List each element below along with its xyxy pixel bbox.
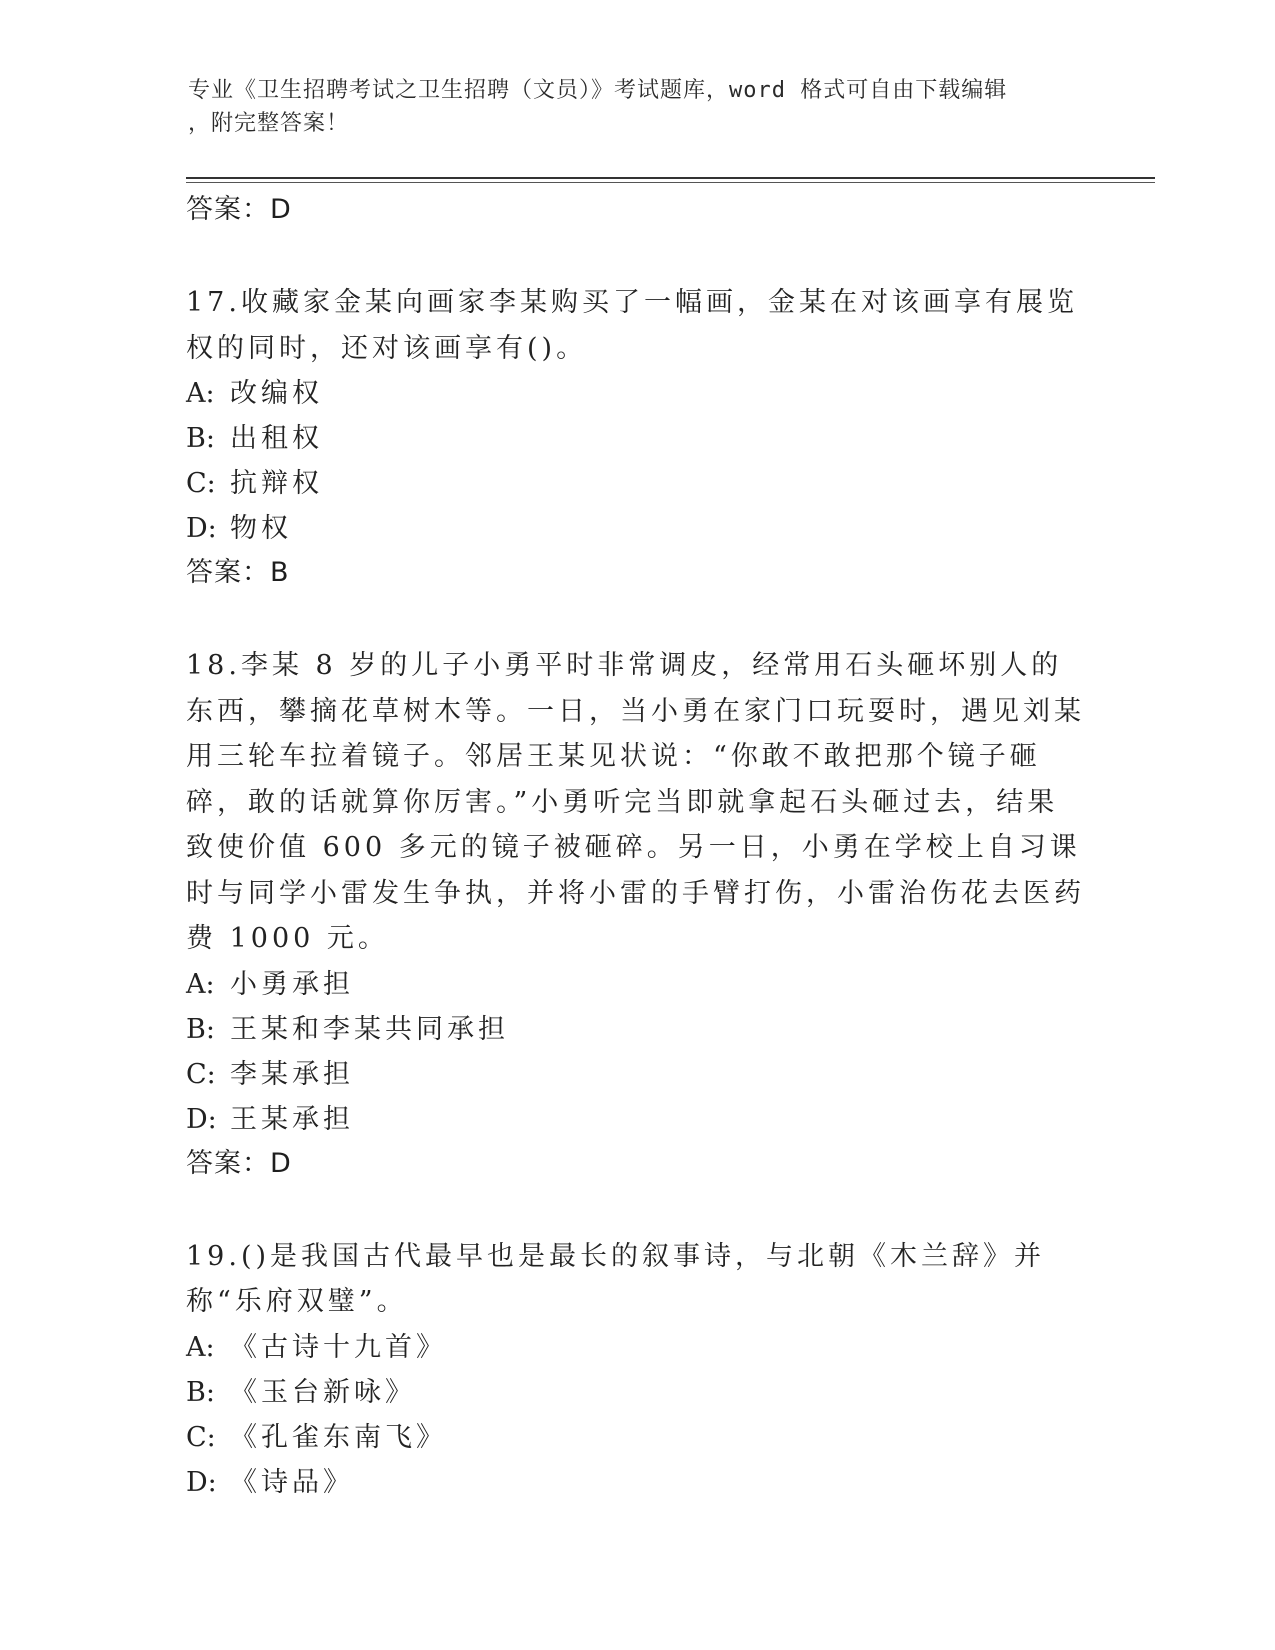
option-text: 《诗品》 [230,1466,354,1498]
option-a [186,962,1086,1007]
option-text: 出租权 [230,423,323,454]
question-block [186,280,1086,595]
question-stem: 18.李某 8 岁的儿子小勇平时非常调皮，经常用石头砸坏别人的东西，攀摘花草树木等。一日，当小勇在家门口玩耍时，遇见刘某用三轮车拉着镜子。邻居王某见状说：“你敢不敢把那个镜子砸碎，敢的话就算你厉害。”小勇听完当即就拿起石头砸过去，结果致使价值 600 多元的镜子被砸碎。另一日，小勇在学校上自习课时与同学小雷发生争执，并将小雷的手臂打伤，小雷治伤花去医药费 1000 元。 [186,650,1085,954]
option-c [186,1052,1086,1097]
option-text: 改编权 [230,378,323,409]
question-stem: 19.()是我国古代最早也是最长的叙事诗，与北朝《木兰辞》并称“乐府双璧”。 [186,1240,1046,1317]
option-letter: C: [186,468,216,499]
option-letter: C: [186,1058,216,1090]
option-text: 抗辩权 [230,468,323,499]
header-divider-thin [186,182,1155,183]
option-text: 王某承担 [230,1103,354,1135]
document-header [188,74,1068,140]
option-d [186,1460,1086,1505]
option-text: 《孔雀东南飞》 [230,1421,447,1453]
option-text: 《玉台新咏》 [230,1376,416,1408]
answer-line: 答案：D [186,1147,292,1179]
option-letter: A: [186,968,215,1000]
option-letter: D: [186,513,217,544]
question-list [186,188,1086,1505]
option-a [186,1325,1086,1370]
option-text: 李某承担 [230,1058,354,1090]
answer-line: 答案：D [186,194,292,225]
spacer [186,232,1086,280]
question-block [186,643,1086,1186]
option-letter: B: [186,423,215,454]
option-b [186,416,1086,461]
option-text: 物权 [230,513,292,544]
option-c [186,1415,1086,1460]
option-text: 《古诗十九首》 [230,1331,447,1363]
option-text: 王某和李某共同承担 [230,1013,509,1045]
option-letter: D: [186,1466,217,1498]
spacer [186,595,1086,643]
option-letter: D: [186,1103,217,1135]
spacer [186,1186,1086,1234]
option-letter: B: [186,1013,215,1045]
question-stem: 17.收藏家金某向画家李某购买了一幅画，金某在对该画享有展览权的同时，还对该画享有()。 [186,287,1078,364]
header-line-2: ，附完整答案！ [188,111,350,136]
header-divider [186,177,1155,179]
option-b [186,1007,1086,1052]
answer-line: 答案：B [186,557,290,588]
option-d [186,1097,1086,1142]
option-c [186,461,1086,506]
option-a [186,371,1086,416]
option-text: 小勇承担 [230,968,354,1000]
question-block [186,1234,1086,1505]
option-letter: C: [186,1421,216,1453]
option-d [186,506,1086,551]
option-letter: A: [186,378,215,409]
option-letter: A: [186,1331,215,1363]
option-b [186,1370,1086,1415]
header-line-1: 专业《卫生招聘考试之卫生招聘（文员）》考试题库，word 格式可自由下载编辑 [188,78,1008,103]
option-letter: B: [186,1376,215,1408]
